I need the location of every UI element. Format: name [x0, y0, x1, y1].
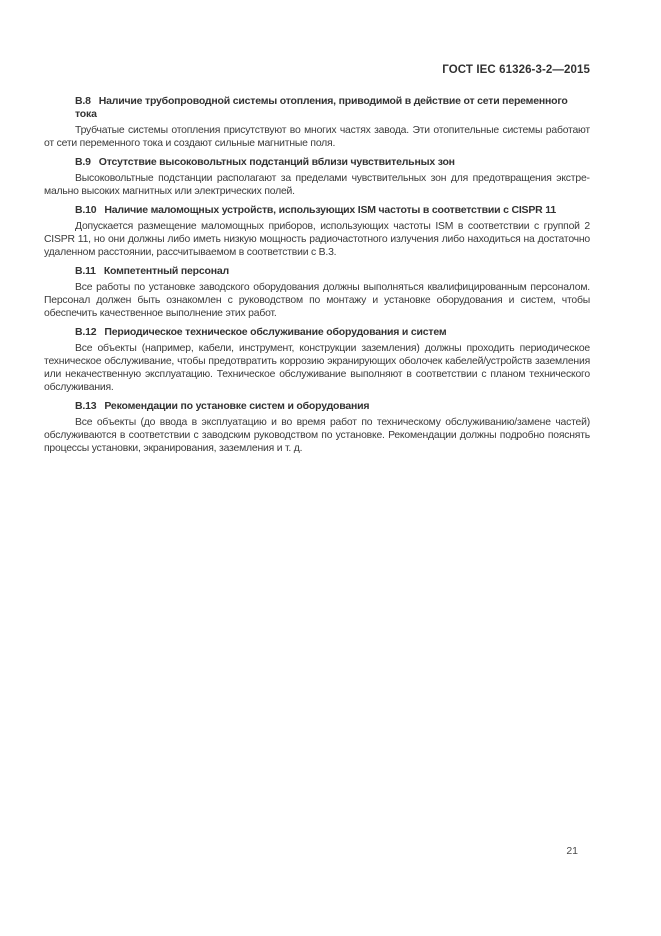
section-b13	[44, 400, 590, 455]
section-title: Наличие трубопроводной системы отопления, приводимой в действие от сети переменного тока	[75, 95, 568, 120]
section-title: Наличие маломощных устройств, использующих ISM частоты в соответствии с CISPR 11	[104, 204, 556, 216]
section-heading	[44, 265, 590, 278]
section-heading	[44, 204, 590, 217]
section-title: Компетентный персонал	[103, 265, 229, 277]
section-paragraph: Допускается размещение маломощных приборов, использующих частоты ISM в соответствии с группой 2 CISPR 11, но они должны либо иметь низкую мощность радиочастотного излучения либо находиться на достаточно удаленном расстоянии, рассчитываемом в соответствии с В.3.	[44, 221, 590, 258]
section-paragraph: Трубчатые системы отопления присутствуют во многих частях завода. Эти отопительные системы работают от сети переменного тока и создают сильные магнитные поля.	[44, 125, 590, 149]
section-title: Отсутствие высоковольтных подстанций вблизи чувствительных зон	[98, 156, 455, 168]
page-content	[44, 89, 590, 455]
section-number: В.13	[75, 400, 97, 412]
standard-designation: ГОСТ IEC 61326-3-2—2015	[442, 64, 590, 76]
section-number: В.11	[75, 265, 96, 277]
section-heading	[44, 95, 590, 121]
section-number: В.8	[75, 95, 91, 107]
section-paragraph: Все объекты (до ввода в эксплуатацию и во время работ по техническому обслуживанию/замене частей) обслуживаются в соответствии с заводским руководством по установке. Рекомендации должны подробно пояснять процессы установки, экранирования, заземления и т. д.	[44, 417, 590, 454]
section-title: Периодическое техническое обслуживание оборудования и систем	[104, 326, 447, 338]
section-number: В.10	[75, 204, 97, 216]
section-heading	[44, 326, 590, 339]
section-b8	[44, 95, 590, 150]
section-title: Рекомендации по установке систем и оборудования	[104, 400, 370, 412]
section-number: В.12	[75, 326, 97, 338]
section-heading	[44, 400, 590, 413]
page-header	[44, 64, 590, 76]
section-b10	[44, 204, 590, 259]
section-b11	[44, 265, 590, 320]
section-b12	[44, 326, 590, 394]
page-number: 21	[566, 845, 578, 857]
section-paragraph: Все объекты (например, кабели, инструмент, конструкции заземления) должны проходить периодическое техническое обслуживание, чтобы предотвратить коррозию экранирующих оболочек кабелей/устройств заземления или некачественную эксплуатацию. Техническое обслуживание выполняют в соответствии с планом технического обслуживания.	[44, 343, 590, 393]
section-paragraph: Все работы по установке заводского оборудования должны выполняться квалифицированным персоналом. Персонал должен быть ознакомлен с руководством по монтажу и установке оборудования и систем, чтобы обеспечить качественное выполнение этих работ.	[44, 282, 590, 319]
section-b9	[44, 156, 590, 198]
section-number: В.9	[75, 156, 91, 168]
section-heading	[44, 156, 590, 169]
section-paragraph: Высоковольтные подстанции располагают за пределами чувствительных зон для предотвращения экстремально высоких магнитных или электрических полей.	[44, 173, 590, 197]
